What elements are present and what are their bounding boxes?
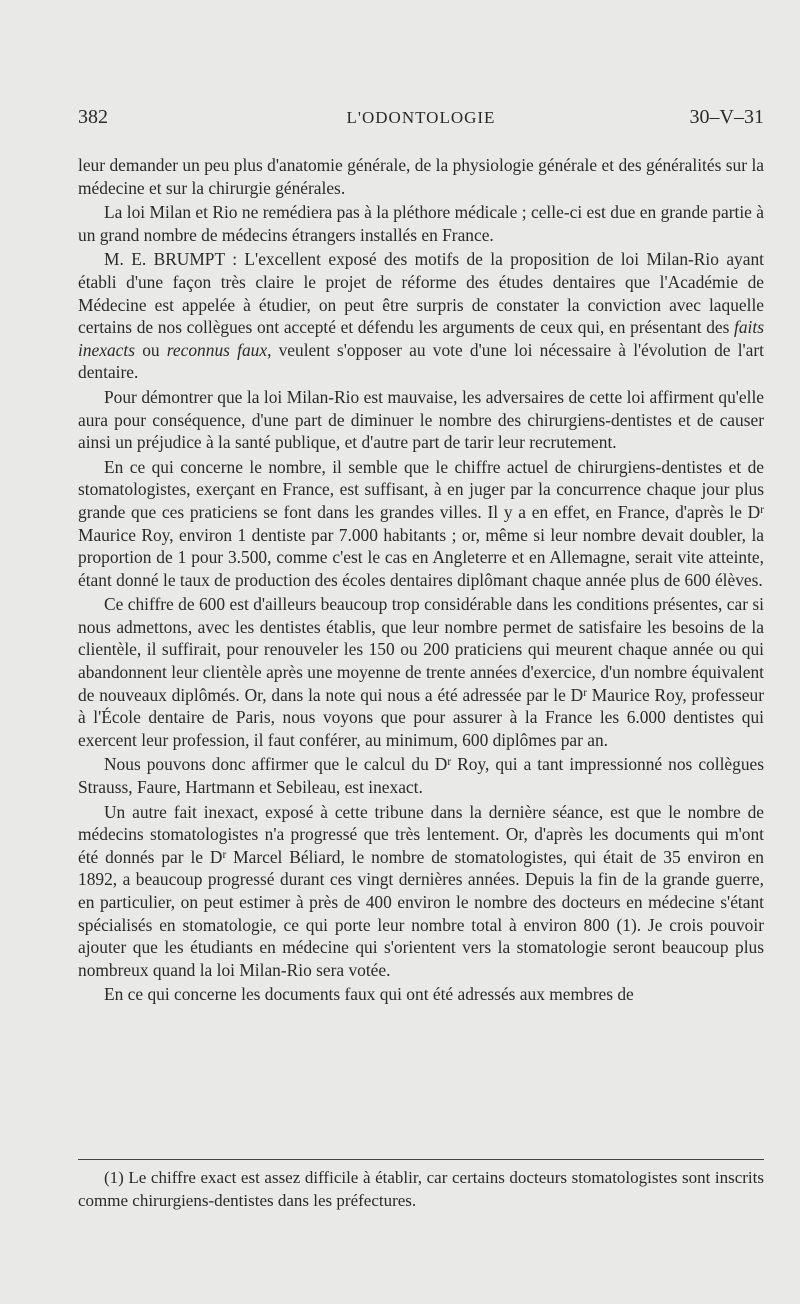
body-text — [78, 154, 764, 1008]
issue-date: 30–V–31 — [689, 106, 764, 128]
superscript: r — [447, 756, 452, 769]
text-span: Maurice Roy, environ 1 dentiste par 7.000 habitants ; or, même si leur nombre devait doubler, la proportion de 1 pour 3.500, comme c'est le cas en Angleterre et en Allemagne, serait vite atteinte, étant donné le taux de production des écoles dentaires diplômant chaque année plus de 600 élèves. — [78, 524, 764, 590]
text-span: Un autre fait inexact, exposé à cette tribune dans la dernière séance, est que le nombre de médecins stomatologistes n'a progressé que très lentement. Or, d'après les documents qui m'ont été donnés par le D — [78, 801, 764, 867]
superscript: r — [583, 686, 587, 699]
text-span: Roy, qui a tant impressionné nos collègues Strauss, Faure, Hartmann et Sebileau, est inexact. — [78, 754, 764, 798]
paragraph — [78, 593, 764, 751]
superscript: r — [222, 848, 227, 861]
text-span: En ce qui concerne le nombre, il semble que le chiffre actuel de chirurgiens-dentistes et de stomatologistes, exerçant en France, est suffisant, à en juger par la concurrence chaque jour plus grande que ces praticiens se font dans les grandes villes. Il y a en effet, en France, d'après le D — [78, 456, 764, 522]
text-span: ou — [134, 339, 167, 360]
paragraph: La loi Milan et Rio ne remédiera pas à la pléthore médicale ; celle-ci est due en grande partie à un grand nombre de médecins étrangers installés en France. — [78, 202, 764, 245]
paragraph — [78, 248, 764, 384]
text-span: Nous pouvons donc affirmer que le calcul du D — [104, 754, 448, 775]
paragraph — [78, 753, 764, 798]
paragraph — [78, 801, 764, 982]
text-span: Ce chiffre de 600 est d'ailleurs beaucoup trop considérable dans les conditions présentes, car si nous admettons, avec les dentistes établis, que leur nombre permet de satisfaire les besoins de la clientèle, il suffirait, pour renouveler les 150 ou 200 praticiens qui meurent chaque année ou qui abandonnent leur clientèle après une moyenne de trente années d'exercice, d'un nombre équivalent de nouveaux diplômés. Or, dans la note qui nous a été adressée par le D — [78, 594, 764, 705]
text-span: Marcel Béliard, le nombre de stomatologistes, qui était de 35 environ en 1892, a beaucoup progressé durant ces vingt dernières années. Depuis la fin de la grande guerre, en particulier, on peut estimer à près de 400 environ le nombre des docteurs en médecine s'étant spécialisés en stomatologie, ce qui porte leur nombre total à environ 800 (1). Je crois pouvoir ajouter que les étudiants en médecine qui s'orientent vers la stomatologie seront beaucoup plus nombreux quand la loi Milan-Rio sera votée. — [78, 846, 764, 980]
italic-phrase: reconnus faux — [166, 339, 268, 360]
page-number: 382 — [78, 106, 108, 128]
footnote: (1) Le chiffre exact est assez difficile à établir, car certains docteurs stomatologistes sont inscrits comme chirurgiens-dentistes dans les préfectures. — [78, 1168, 764, 1210]
journal-title: L'ODONTOLOGIE — [346, 108, 496, 127]
running-header — [78, 106, 764, 136]
paragraph: Pour démontrer que la loi Milan-Rio est mauvaise, les adversaires de cette loi affirment qu'elle aura pour conséquence, d'une part de diminuer le nombre des chirurgiens-dentistes et de causer ainsi un préjudice à la santé publique, et d'autre part de tarir leur recrutement. — [78, 386, 764, 453]
superscript: r — [760, 503, 764, 516]
footnote-divider — [78, 1159, 764, 1160]
italic-phrase: faits inexacts — [78, 317, 764, 360]
paragraph — [78, 456, 764, 592]
text-span: Maurice Roy, professeur à l'École dentaire de Paris, nous voyons que pour assurer à la France les 6.000 dentistes qui exercent leur profession, il faut conférer, au minimum, 600 diplômes par an. — [78, 684, 764, 750]
text-span: M. E. BRUMPT : L'excellent exposé des motifs de la proposition de loi Milan-Rio ayant établi d'une façon très claire le projet de réforme des études dentaires que l'Académie de Médecine est appelée à étudier, on peut être surpris de constater la conviction avec laquelle certains de nos collègues ont accepté et défendu les arguments de ceux qui, en présentant des — [78, 249, 764, 338]
text-span: , veulent s'opposer au vote d'une loi nécessaire à l'évolution de l'art dentaire. — [78, 339, 765, 383]
paragraph: En ce qui concerne les documents faux qui ont été adressés aux membres de — [104, 984, 634, 1005]
paragraph: leur demander un peu plus d'anatomie générale, de la physiologie générale et des généralités sur la médecine et sur la chirurgie générales. — [78, 155, 764, 198]
